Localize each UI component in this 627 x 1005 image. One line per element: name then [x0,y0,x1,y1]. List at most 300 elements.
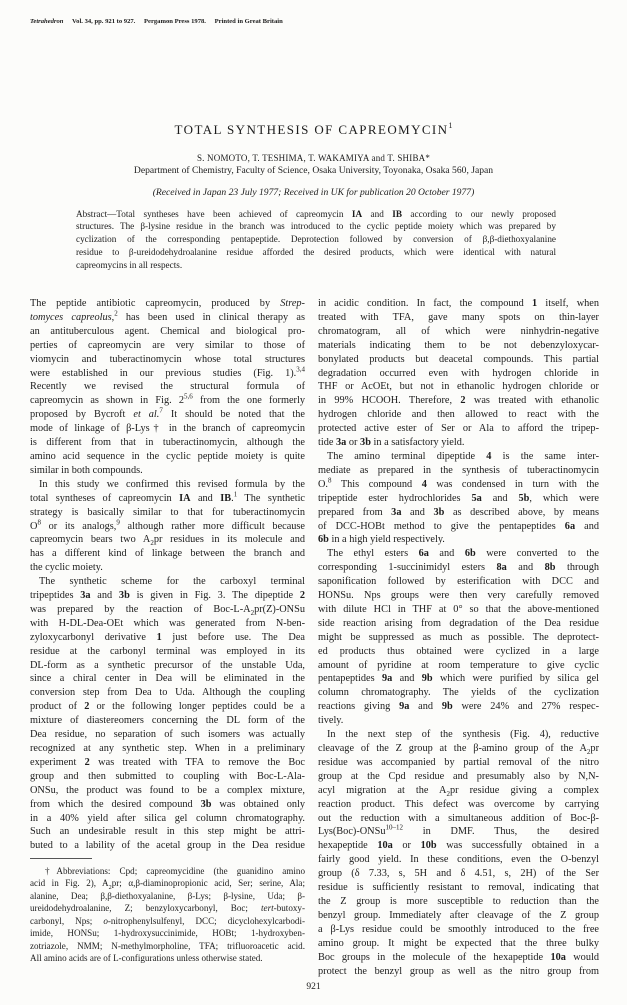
text-run: ONSu, the product was found to be a complex mixture, [30,784,305,796]
bold-text: 6a [564,520,576,532]
text-line [318,533,599,547]
text-line [318,728,599,742]
text-run: just before use. The Dea [161,631,305,643]
text-line [318,617,599,631]
journal-name: Tetrahedron [30,18,64,25]
text-line [76,246,556,259]
text-line [318,853,599,867]
bold-text: 4 [421,478,427,490]
bold-text: 3a [80,590,91,602]
text-line [30,325,305,339]
text-line [30,784,305,798]
text-run: residue to β-ureidodehydroalanine residue afforded the desired products, which were identical with natural [76,246,556,257]
text-run: materials indicating them to be not debenzyloxycar- [318,339,599,351]
text-run: was condensed in turn with the [426,478,599,490]
text-line [76,233,556,246]
text-run: from which the desired compound [30,798,201,810]
text-run: which were purified by silica gel [432,673,600,685]
text-line [30,686,305,700]
text-line [318,714,599,728]
left-column [30,297,305,853]
text-run: , which were [529,492,599,504]
superscript: 10–12 [385,824,403,833]
text-line [318,686,599,700]
text-run: DL-form as a synthetic precursor of the unstable Uda, [30,659,305,671]
text-run: capreomycin bears two A [30,534,151,546]
text-run: All amino acids are of L-configurations unless otherwise stated. [30,953,263,964]
text-run: cyclization of the corresponding pentapeptide. Deprotection followed by conversion of β,β-diethoxyalanine [76,234,556,245]
text-line [318,812,599,826]
text-line [30,464,305,478]
text-run: saponification followed by esterification with DCC and [318,576,599,588]
text-run: since a chiral center in Dea will be eliminated in the [30,673,305,685]
text-line [30,380,305,394]
text-run: buted to a lability of the acetal group in the Dea residue [30,840,305,852]
text-run: column chromatography. The yields of the cyclization [318,687,599,699]
superscript: 1 [233,490,238,499]
text-run: amino acid sequence in the cyclic peptide moiety is quite [30,450,305,462]
text-run: ureidodehydroalanine, Z; benzyloxycarbonyl, Boc; [30,903,262,914]
footnote [30,865,305,965]
bold-text: 8a [496,562,507,574]
text-run: pentapeptides [318,673,382,685]
text-run: corresponding 1-succinimidyl esters [318,562,497,574]
text-run: side reaction arising from degradation of the Dea residue [318,617,599,629]
text-run: in 99% HCOOH. Therefore, [318,395,461,407]
bold-text: 1 [156,631,162,643]
text-line [30,798,305,812]
text-run: might be suppressed as much as possible. The deprotect- [318,631,599,643]
received-dates: (Received in Japan 23 July 1977; Received in UK for publication 20 October 1977) [152,187,475,198]
text-run: Abstract—Total syntheses have been achieved of capreomycin [76,208,352,219]
text-run: and [362,208,393,219]
bold-text: 3b [360,437,371,449]
text-line [318,603,599,617]
text-run: in DMF. Thus, the desired [403,826,599,838]
text-run: was prepared by the reaction of Boc-L-A [30,603,251,615]
bold-text: IA [351,208,363,219]
page-number: 921 [306,982,321,992]
text-line [318,825,599,839]
italic-text: et al. [133,409,160,421]
text-run: This compound [331,478,422,490]
subscript: 2 [586,748,591,757]
text-run: perties of capreomycin are very similar to those of [30,339,305,351]
text-run: O [30,520,38,532]
bold-text: 5a [471,492,482,504]
text-line [318,339,599,353]
article-title-text: TOTAL SYNTHESIS OF CAPREOMYCIN [174,122,449,137]
superscript: 3,4 [296,365,305,374]
superscript: 2 [114,309,118,318]
text-line [30,533,305,547]
italic-text: Strep- [280,298,305,309]
text-line [30,812,305,826]
journal-header [30,17,290,26]
affiliation: Department of Chemistry, Faculty of Science, Osaka University, Toyonaka, Osaka 560, Japan [133,165,494,176]
text-line [30,339,305,353]
text-line [318,575,599,589]
text-run: is the same inter- [491,450,600,462]
text-line [30,902,305,915]
text-line [30,770,305,784]
text-run: ed products thus obtained were cyclized in a large [318,645,599,657]
text-line [318,380,599,394]
text-run: The ethyl esters [327,548,419,560]
text-run: Such an undesirable result in this step might be attri- [30,826,305,838]
text-run: was treated with ethanolic [465,395,599,407]
subscript: 2 [446,789,450,798]
text-run: -nitrophenylsulfenyl, DCC; dicyclohexylcarbodi- [107,915,305,926]
text-run: †Abbreviations: Cpd; capreomycidine (the guanidino amino [45,865,305,876]
text-line [30,492,305,506]
text-run: conversion step from Dea to Uda. Although the coupling [30,687,305,699]
text-run: group and then submitted to coupling with Boc-L-Ala- [30,770,305,782]
bold-text: 8b [544,562,556,574]
text-line [318,506,599,520]
text-line [30,506,305,520]
text-line [30,436,305,450]
bold-text: 3a [336,437,347,449]
text-run: degradation occurred even with hydrogen chloride in [318,367,599,379]
text-line [30,394,305,408]
text-run: Recently we revised the structural formula of [30,381,305,393]
text-run: bonylated products but deacetal compounds. This partial [318,353,599,365]
text-run: from the one formerly [192,395,305,407]
text-line [318,492,599,506]
text-line [30,297,305,311]
bold-text: 2 [460,395,466,407]
text-line [318,408,599,422]
text-line [318,742,599,756]
text-line [30,367,305,381]
text-run: similar in both compounds. [30,464,143,476]
text-run: carbonyl, Nps; [30,915,104,926]
text-run: was treated with TFA to remove the Boc [89,756,305,768]
bold-text: 1 [532,298,538,309]
text-run: is different from that in tuberactinomycin, although the [30,437,305,449]
text-run: treated with TFA, gave many spots on thin-layer [318,311,599,323]
text-run: and [506,562,545,574]
bold-text: 6a [418,548,429,560]
text-run: strategy is basically similar to that for tuberactinomycin [30,506,305,518]
text-run: and [392,673,422,685]
journal-volume: Vol. 34, pp. 921 to 927. [72,18,136,25]
text-run: zyloxycarbonyl derivative [30,631,157,643]
text-run: would [565,951,599,963]
bold-text: 10a [377,840,393,852]
bold-text: 4 [486,450,492,462]
text-run: with dilute HCl in THF at 0° so that the above-mentioned [318,603,599,615]
text-run: Lys(Boc)-ONSu [318,826,386,838]
text-run: The amino terminal dipeptide [327,450,487,462]
text-run: the cyclic moiety. [30,562,103,574]
text-run: with H-DL-Dea-OEt which was generated from N-ben- [30,617,305,629]
text-line [318,478,599,492]
text-run: and [481,492,519,504]
text-run: is given in Fig. 3. The dipeptide [129,590,300,602]
text-run: capreomycin as shown in Fig. 2 [30,395,185,407]
text-run: or [392,840,421,852]
text-line [30,728,305,742]
text-line [318,450,599,464]
text-run: protected active ester of Ser or Ala to afford the tripep- [318,423,599,435]
text-line [318,923,599,937]
text-run: recognized at any synthetic step. When in a preliminary [30,743,305,754]
text-line [30,865,305,878]
text-run: itself, when [537,298,599,309]
text-line [76,220,556,233]
text-run: and [190,492,221,504]
text-run: In this study we confirmed this revised formula by the [39,478,305,490]
text-line [30,742,305,756]
text-line [318,672,599,686]
text-line [318,547,599,561]
italic-text: tert [261,903,274,914]
text-run: alanine, Dea; β,β-diethoxyalanine, β-Lys; β-lysine, Uda; β- [30,890,305,901]
text-run: Boc groups in the molecule of the hexapeptide [318,951,551,963]
text-line [30,422,305,436]
article-title [0,122,627,138]
text-line [30,589,305,603]
text-line [318,589,599,603]
text-line [318,867,599,881]
text-line [30,450,305,464]
text-run: pr residues in its molecule and [153,534,305,546]
text-line [30,756,305,770]
text-run: cleavage of the Z group at the β-amino group of the A [318,743,587,754]
text-run: hydrogen chloride and then allowed to react with the [318,409,599,421]
text-run: a β-Lys residue could be smoothly introduced to the free [318,923,599,935]
text-run: pr(Z)-ONSu [254,603,305,615]
text-run: . [231,492,234,504]
text-run: product of [30,701,85,713]
text-run: In the next step of the synthesis (Fig. 4), reductive [327,729,599,741]
text-line [318,951,599,965]
superscript: 7 [159,406,163,415]
bold-text: 9a [381,673,393,685]
bold-text: 3b [118,590,130,602]
text-line [30,408,305,422]
text-run: reaction product. This defect was overcome by carrying [318,798,599,810]
text-run: group (δ 7.33, s, 5H and δ 4.51, s, 2H) of the Ser [318,868,599,880]
text-run: was obtained only [211,798,306,810]
text-run: -butoxy- [273,903,305,914]
right-column [318,297,599,978]
bold-text: 9b [441,701,453,713]
text-line [318,909,599,923]
text-line [318,464,599,478]
bold-text: IB [392,208,402,219]
publisher: Pergamon Press 1978. [143,18,206,25]
text-run: although rather more difficult because [119,520,306,532]
text-run: or its analogs, [40,520,117,532]
bold-text: 3b [200,798,212,810]
italic-text: tomyces capreolus [30,311,112,323]
text-run: mediate as prepared in the synthesis of tuberactinomycin [318,464,599,476]
text-line [318,353,599,367]
text-line [30,311,305,325]
text-line [318,645,599,659]
text-line [318,895,599,909]
text-line [318,561,599,575]
bold-text: IB [220,492,232,504]
text-run: or [346,437,361,449]
text-run: capreomycins in all respects. [76,259,183,270]
text-run: HONSu. Nps groups were then very carefully removed [318,590,599,602]
text-run: mixture of diastereomers concerning the DL form of the [30,715,305,727]
text-line [318,881,599,895]
subscript: 2 [108,884,112,892]
text-run: mode of linkage of β-Lys† in the branch of capreomycin [30,423,305,435]
bold-text: 6b [318,534,329,546]
text-run: and [90,590,119,602]
text-line [76,259,556,272]
text-run: imide, HONSu; 1-hydroxysuccinimide, HOBt; 1-hydroxyben- [30,928,305,939]
superscript: 8 [37,518,41,527]
bold-text: 2 [299,590,305,602]
text-run: through [555,562,599,574]
text-line [318,422,599,436]
subscript: 2 [250,608,255,617]
text-run: and [575,520,599,532]
text-run: pr; α,β-diaminopropionic acid, Ser; serine, Ala; [111,878,305,889]
text-run: experiment [30,756,85,768]
text-run: fairly good yield. In these conditions, even the O-benzyl [318,854,599,866]
text-run: prepared from [318,506,392,518]
text-run: were established in our previous studies (Fig. 1). [30,367,297,379]
text-line [318,297,599,311]
abstract [76,208,556,272]
text-line [318,325,599,339]
text-line [30,915,305,928]
printed-in: Printed in Great Britain [214,18,283,25]
bold-text: 2 [84,756,90,768]
author-list: S. NOMOTO, T. TESHIMA, T. WAKAMIYA and T. SHIBA* [196,153,431,163]
bold-text: 9b [421,673,433,685]
text-line [30,631,305,645]
text-run: THF or AcOEt, but not in ethanolic hydrogen chloride or [318,381,599,393]
text-line [30,839,305,853]
text-run: The peptide antibiotic capreomycin, produced by [30,298,281,309]
text-line [318,965,599,979]
text-line [318,367,599,381]
text-line [30,700,305,714]
text-run: has been used in clinical therapy as [117,311,305,323]
text-line [30,714,305,728]
text-run: of DCC-HOBt method to give the pentapeptides [318,520,565,532]
text-run: tripeptide ester hydrochlorides [318,492,472,504]
text-line [30,603,305,617]
text-run: an antituberculous agent. Chemical and biological pro- [30,325,305,337]
text-line [318,659,599,673]
text-run: in acidic condition. In fact, the compound [318,298,532,309]
text-line [318,520,599,534]
text-line [30,927,305,940]
text-line [318,784,599,798]
text-run: Dea residue, no separation of such isomers was actually [30,729,305,741]
subscript: 2 [150,539,154,548]
text-line [318,631,599,645]
text-run: residue at the carbonyl terminal was employed in its [30,645,305,657]
bold-text: 3b [433,506,445,518]
text-run: , [111,311,115,323]
text-line [30,940,305,953]
text-run: The synthetic [237,492,305,504]
text-line [30,547,305,561]
text-run: residue is sufficiently resistant to removal, indicating that [318,882,599,894]
bold-text: 6b [464,548,476,560]
bold-text: 10b [420,840,437,852]
text-run: amount of pyridine at room temperature to give cyclic [318,659,599,671]
text-run: proposed by Bycroft [30,409,134,421]
text-run: group at the Cpd residue and presumably also by N,N- [318,770,599,782]
text-run: acid in Fig. 2), A [30,878,109,889]
bold-text: 3a [391,506,402,518]
text-run: total syntheses of capreomycin [30,492,180,504]
text-run: acyl migration at the A [318,784,447,796]
bold-text: IA [179,492,191,504]
superscript: 5,6 [184,392,193,401]
text-line [30,478,305,492]
text-run: benzyl group. Immediately after cleavage of the Z group [318,909,599,921]
text-line [30,561,305,575]
text-run: hexapeptide [318,840,378,852]
text-run: the Z group is more susceptible to reduction than the [318,895,599,907]
text-run: It should be noted that the [162,409,306,421]
text-line [318,700,599,714]
superscript: 8 [328,476,332,485]
text-run: and [409,701,442,713]
bold-text: 9a [399,701,410,713]
text-line [318,436,599,450]
text-line [30,575,305,589]
text-run: pr residue giving a complex [449,784,599,796]
text-run: in a 40% yield after silica gel column chromatography. [30,812,305,824]
text-line [30,890,305,903]
text-run: in a satisfactory yield. [370,437,465,449]
text-run: amino group. It might be expected that the three bulky [318,937,599,949]
text-line [30,672,305,686]
text-line [318,756,599,770]
text-run: and [401,506,434,518]
text-line [318,770,599,784]
text-line [30,520,305,534]
text-run: were converted to the [475,548,599,560]
italic-text: o [103,915,108,926]
text-run: viomycin and tuberactinomycin whose total structures [30,353,305,365]
text-line [318,311,599,325]
title-footnote-mark: 1 [448,121,453,130]
text-line [318,798,599,812]
text-run: structures. The β-lysine residue in the branch was introduced to the cyclic peptide moiety which was prepared by [76,221,556,232]
text-run: in a high yield respectively. [328,534,445,546]
footnote-rule [30,858,92,859]
text-run: chromatogram, all of which were ninhydrin-negative [318,325,599,337]
text-run: O. [318,478,329,490]
text-line [318,394,599,408]
bold-text: 5b [518,492,530,504]
text-run: residue was accompanied by partial removal of the nitro [318,756,599,768]
text-line [30,645,305,659]
text-line [30,659,305,673]
text-line [30,825,305,839]
text-run: out the reduction with a simultaneous addition of Boc-β- [318,812,599,824]
text-run: protect the benzyl group as well as the nitro group from [318,965,599,977]
text-line [30,877,305,890]
superscript: 9 [116,518,120,527]
text-line [30,353,305,367]
